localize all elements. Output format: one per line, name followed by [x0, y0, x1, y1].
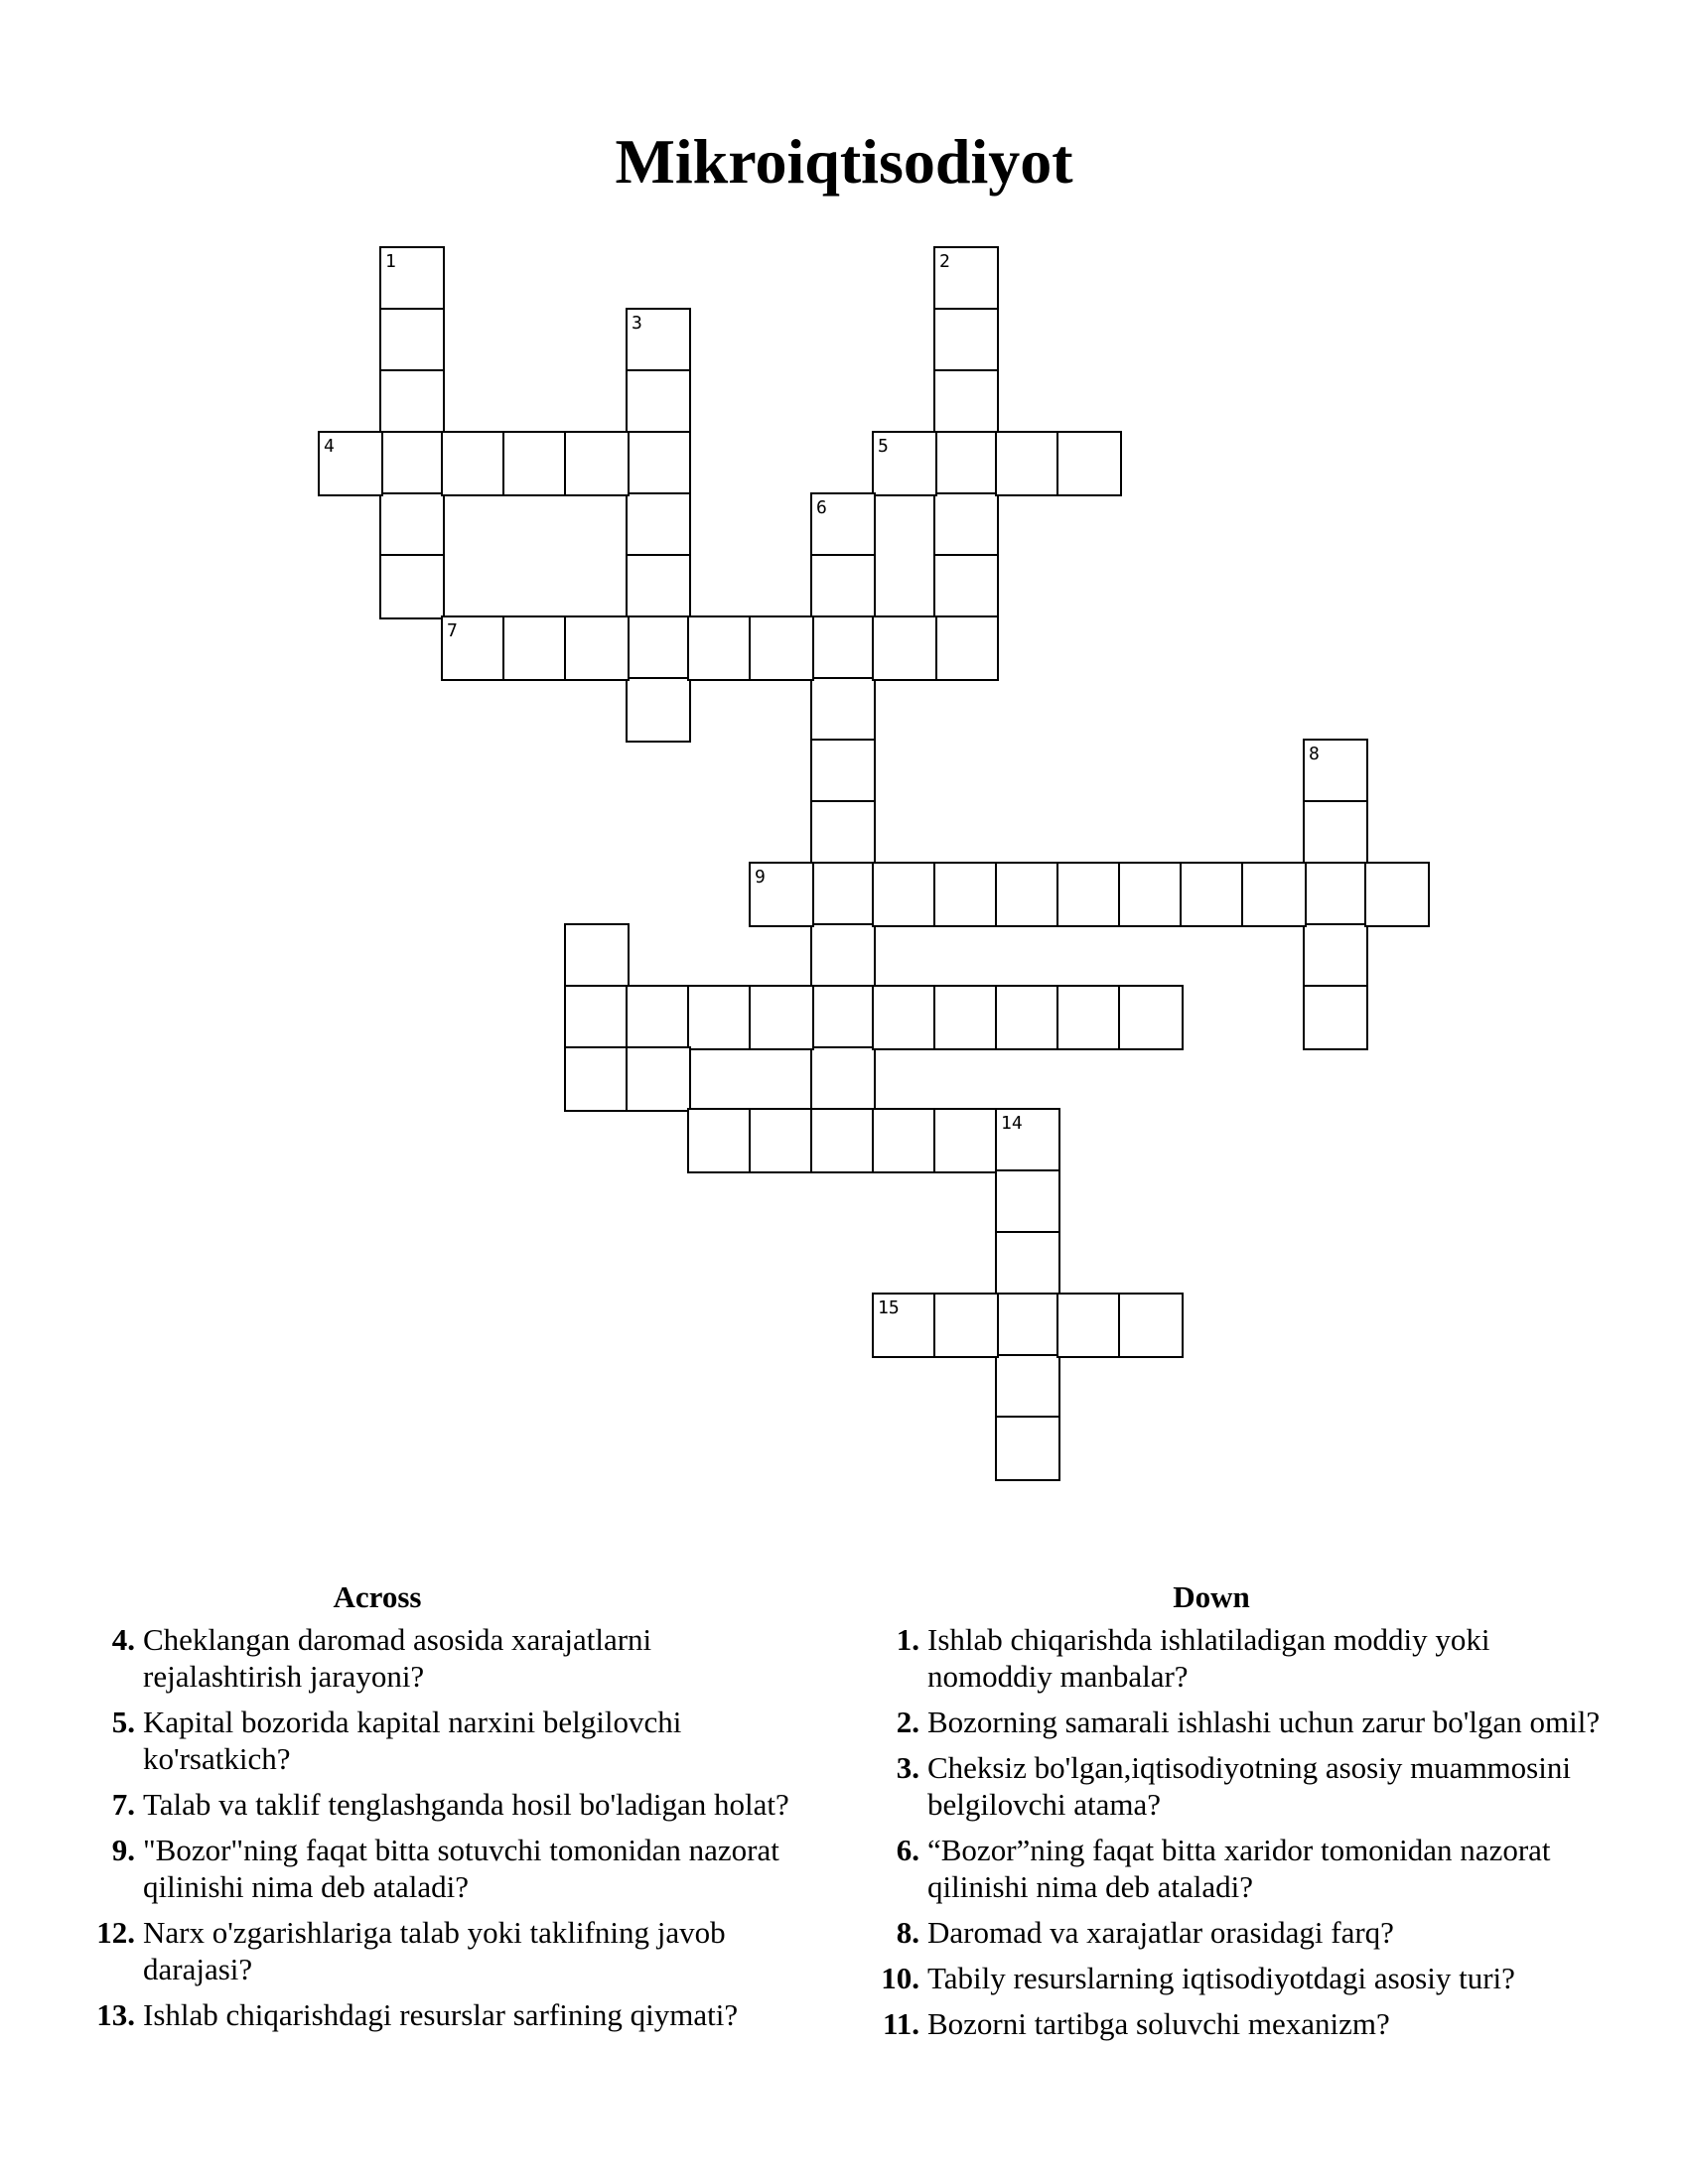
- clue-item: [79, 1914, 794, 1987]
- grid-cell[interactable]: [441, 431, 506, 496]
- grid-cell[interactable]: [1303, 800, 1368, 866]
- grid-cell[interactable]: [441, 615, 506, 681]
- grid-cell[interactable]: [626, 369, 691, 435]
- grid-cell[interactable]: [995, 1354, 1060, 1420]
- grid-cell[interactable]: [933, 492, 999, 558]
- clue-number: 12.: [96, 1915, 135, 1950]
- clue-item: [864, 1914, 1618, 1951]
- clue-text: “Bozor”ning faqat bitta xaridor tomonidan nazorat qilinishi nima deb ataladi?: [927, 1833, 1551, 1904]
- clue-number: 4.: [111, 1622, 135, 1657]
- grid-cell[interactable]: [1303, 923, 1368, 989]
- grid-cell[interactable]: [502, 615, 568, 681]
- across-clues: [79, 1578, 794, 2042]
- grid-cell[interactable]: [933, 308, 999, 373]
- clue-item: [864, 1749, 1618, 1823]
- grid-cell[interactable]: [995, 431, 1060, 496]
- grid-cell[interactable]: [810, 800, 876, 866]
- grid-cell[interactable]: [933, 369, 999, 435]
- clue-text: Ishlab chiqarishda ishlatiladigan moddiy yoki nomoddiy manbalar?: [927, 1622, 1490, 1694]
- grid-cell[interactable]: [810, 1108, 876, 1173]
- grid-cell[interactable]: [379, 431, 445, 496]
- clue-text: Tabily resurslarning iqtisodiyotdagi asosiy turi?: [927, 1961, 1515, 1995]
- clue-text: Daromad va xarajatlar orasidagi farq?: [927, 1915, 1394, 1950]
- grid-cell[interactable]: [687, 1108, 753, 1173]
- grid-cell[interactable]: [810, 862, 876, 927]
- clue-item: [864, 2005, 1618, 2042]
- grid-cell[interactable]: [1303, 739, 1368, 804]
- grid-cell[interactable]: [810, 554, 876, 619]
- cell-number: 3: [632, 313, 642, 334]
- down-clue-list: [864, 1621, 1618, 2042]
- cell-number: 2: [939, 251, 950, 272]
- grid-cell[interactable]: [933, 862, 999, 927]
- grid-cell[interactable]: [502, 431, 568, 496]
- grid-cell[interactable]: [1303, 862, 1368, 927]
- grid-cell[interactable]: [933, 431, 999, 496]
- grid-cell[interactable]: [1118, 862, 1184, 927]
- grid-cell[interactable]: [872, 985, 937, 1050]
- clue-number: 1.: [896, 1622, 919, 1657]
- clue-text: Cheklangan daromad asosida xarajatlarni rejalashtirish jarayoni?: [143, 1622, 652, 1694]
- clue-item: [864, 1621, 1618, 1695]
- grid-cell[interactable]: [626, 615, 691, 681]
- clue-number: 9.: [111, 1833, 135, 1867]
- clue-text: Bozorni tartibga soluvchi mexanizm?: [927, 2006, 1390, 2041]
- grid-cell[interactable]: [810, 615, 876, 681]
- grid-cell[interactable]: [995, 1231, 1060, 1297]
- grid-cell[interactable]: [626, 985, 691, 1050]
- grid-cell[interactable]: [749, 862, 814, 927]
- grid-cell[interactable]: [995, 862, 1060, 927]
- grid-cell[interactable]: [1056, 862, 1122, 927]
- grid-cell[interactable]: [564, 923, 630, 989]
- clue-text: "Bozor"ning faqat bitta sotuvchi tomonidan nazorat qilinishi nima deb ataladi?: [143, 1833, 779, 1904]
- grid-cell[interactable]: [810, 492, 876, 558]
- grid-cell[interactable]: [379, 246, 445, 312]
- grid-cell[interactable]: [749, 985, 814, 1050]
- grid-cell[interactable]: [872, 431, 937, 496]
- grid-cell[interactable]: [749, 615, 814, 681]
- grid-cell[interactable]: [379, 369, 445, 435]
- clue-number: 13.: [96, 1997, 135, 2032]
- cell-number: 9: [755, 867, 766, 887]
- grid-cell[interactable]: [749, 1108, 814, 1173]
- grid-cell[interactable]: [995, 985, 1060, 1050]
- grid-cell[interactable]: [1180, 862, 1245, 927]
- grid-cell[interactable]: [933, 615, 999, 681]
- grid-cell[interactable]: [318, 431, 383, 496]
- grid-cell[interactable]: [1056, 1293, 1122, 1358]
- clue-item: [864, 1704, 1618, 1740]
- grid-cell[interactable]: [564, 615, 630, 681]
- clue-item: [864, 1832, 1618, 1905]
- clue-number: 2.: [896, 1705, 919, 1739]
- grid-cell[interactable]: [379, 492, 445, 558]
- grid-cell[interactable]: [810, 1046, 876, 1112]
- cell-number: 7: [447, 620, 458, 641]
- grid-cell[interactable]: [1118, 985, 1184, 1050]
- grid-cell[interactable]: [995, 1416, 1060, 1481]
- clue-text: Ishlab chiqarishdagi resurslar sarfining qiymati?: [143, 1997, 739, 2032]
- clue-text: Narx o'zgarishlariga talab yoki taklifning javob darajasi?: [143, 1915, 726, 1986]
- grid-cell[interactable]: [379, 308, 445, 373]
- grid-cell[interactable]: [626, 554, 691, 619]
- clue-text: Kapital bozorida kapital narxini belgilovchi ko'rsatkich?: [143, 1705, 682, 1776]
- clue-item: [864, 1960, 1618, 1996]
- grid-cell[interactable]: [626, 308, 691, 373]
- grid-cell[interactable]: [1056, 431, 1122, 496]
- clue-text: Cheksiz bo'lgan,iqtisodiyotning asosiy muammosini belgilovchi atama?: [927, 1750, 1571, 1822]
- grid-cell[interactable]: [626, 492, 691, 558]
- grid-cell[interactable]: [1241, 862, 1307, 927]
- grid-cell[interactable]: [1364, 862, 1430, 927]
- clue-item: [79, 1996, 794, 2033]
- clue-item: [79, 1704, 794, 1777]
- grid-cell[interactable]: [687, 615, 753, 681]
- cell-number: 15: [878, 1297, 900, 1318]
- grid-cell[interactable]: [933, 985, 999, 1050]
- grid-cell[interactable]: [626, 677, 691, 743]
- clue-item: [79, 1621, 794, 1695]
- grid-cell[interactable]: [564, 431, 630, 496]
- clue-text: Bozorning samarali ishlashi uchun zarur bo'lgan omil?: [927, 1705, 1601, 1739]
- grid-cell[interactable]: [995, 1108, 1060, 1173]
- grid-cell[interactable]: [995, 1169, 1060, 1235]
- cell-number: 14: [1001, 1113, 1023, 1134]
- grid-cell[interactable]: [872, 1293, 937, 1358]
- grid-cell[interactable]: [564, 1046, 630, 1112]
- across-heading: Across: [333, 1579, 422, 1614]
- clue-item: [79, 1832, 794, 1905]
- grid-cell[interactable]: [810, 985, 876, 1050]
- cell-number: 8: [1309, 744, 1320, 764]
- grid-cell[interactable]: [626, 431, 691, 496]
- grid-cell[interactable]: [933, 554, 999, 619]
- grid-cell[interactable]: [933, 1293, 999, 1358]
- clue-number: 10.: [881, 1961, 919, 1995]
- clue-number: 3.: [896, 1750, 919, 1785]
- grid-cell[interactable]: [933, 1108, 999, 1173]
- clue-number: 5.: [111, 1705, 135, 1739]
- cell-number: 1: [385, 251, 396, 272]
- grid-cell[interactable]: [1118, 1293, 1184, 1358]
- grid-cell[interactable]: [1303, 985, 1368, 1050]
- grid-cell[interactable]: [1056, 985, 1122, 1050]
- clue-number: 7.: [111, 1787, 135, 1822]
- clue-number: 11.: [882, 2006, 919, 2041]
- grid-cell[interactable]: [810, 923, 876, 989]
- clue-item: [79, 1786, 794, 1823]
- cell-number: 4: [324, 436, 335, 457]
- grid-cell[interactable]: [564, 985, 630, 1050]
- cell-number: 6: [816, 497, 827, 518]
- clue-number: 8.: [896, 1915, 919, 1950]
- grid-cell[interactable]: [810, 677, 876, 743]
- cell-number: 5: [878, 436, 889, 457]
- grid-cell[interactable]: [933, 246, 999, 312]
- page-title: Mikroiqtisodiyot: [615, 126, 1073, 197]
- grid-cell[interactable]: [626, 1046, 691, 1112]
- grid-cell[interactable]: [810, 739, 876, 804]
- grid-cell[interactable]: [872, 862, 937, 927]
- grid-cell[interactable]: [687, 985, 753, 1050]
- down-heading: Down: [1173, 1579, 1250, 1614]
- clue-text: Talab va taklif tenglashganda hosil bo'ladigan holat?: [143, 1787, 789, 1822]
- grid-cell[interactable]: [995, 1293, 1060, 1358]
- grid-cell[interactable]: [379, 554, 445, 619]
- down-clues: [864, 1578, 1618, 2051]
- grid-cell[interactable]: [872, 615, 937, 681]
- across-clue-list: [79, 1621, 794, 2033]
- grid-cell[interactable]: [872, 1108, 937, 1173]
- clue-number: 6.: [896, 1833, 919, 1867]
